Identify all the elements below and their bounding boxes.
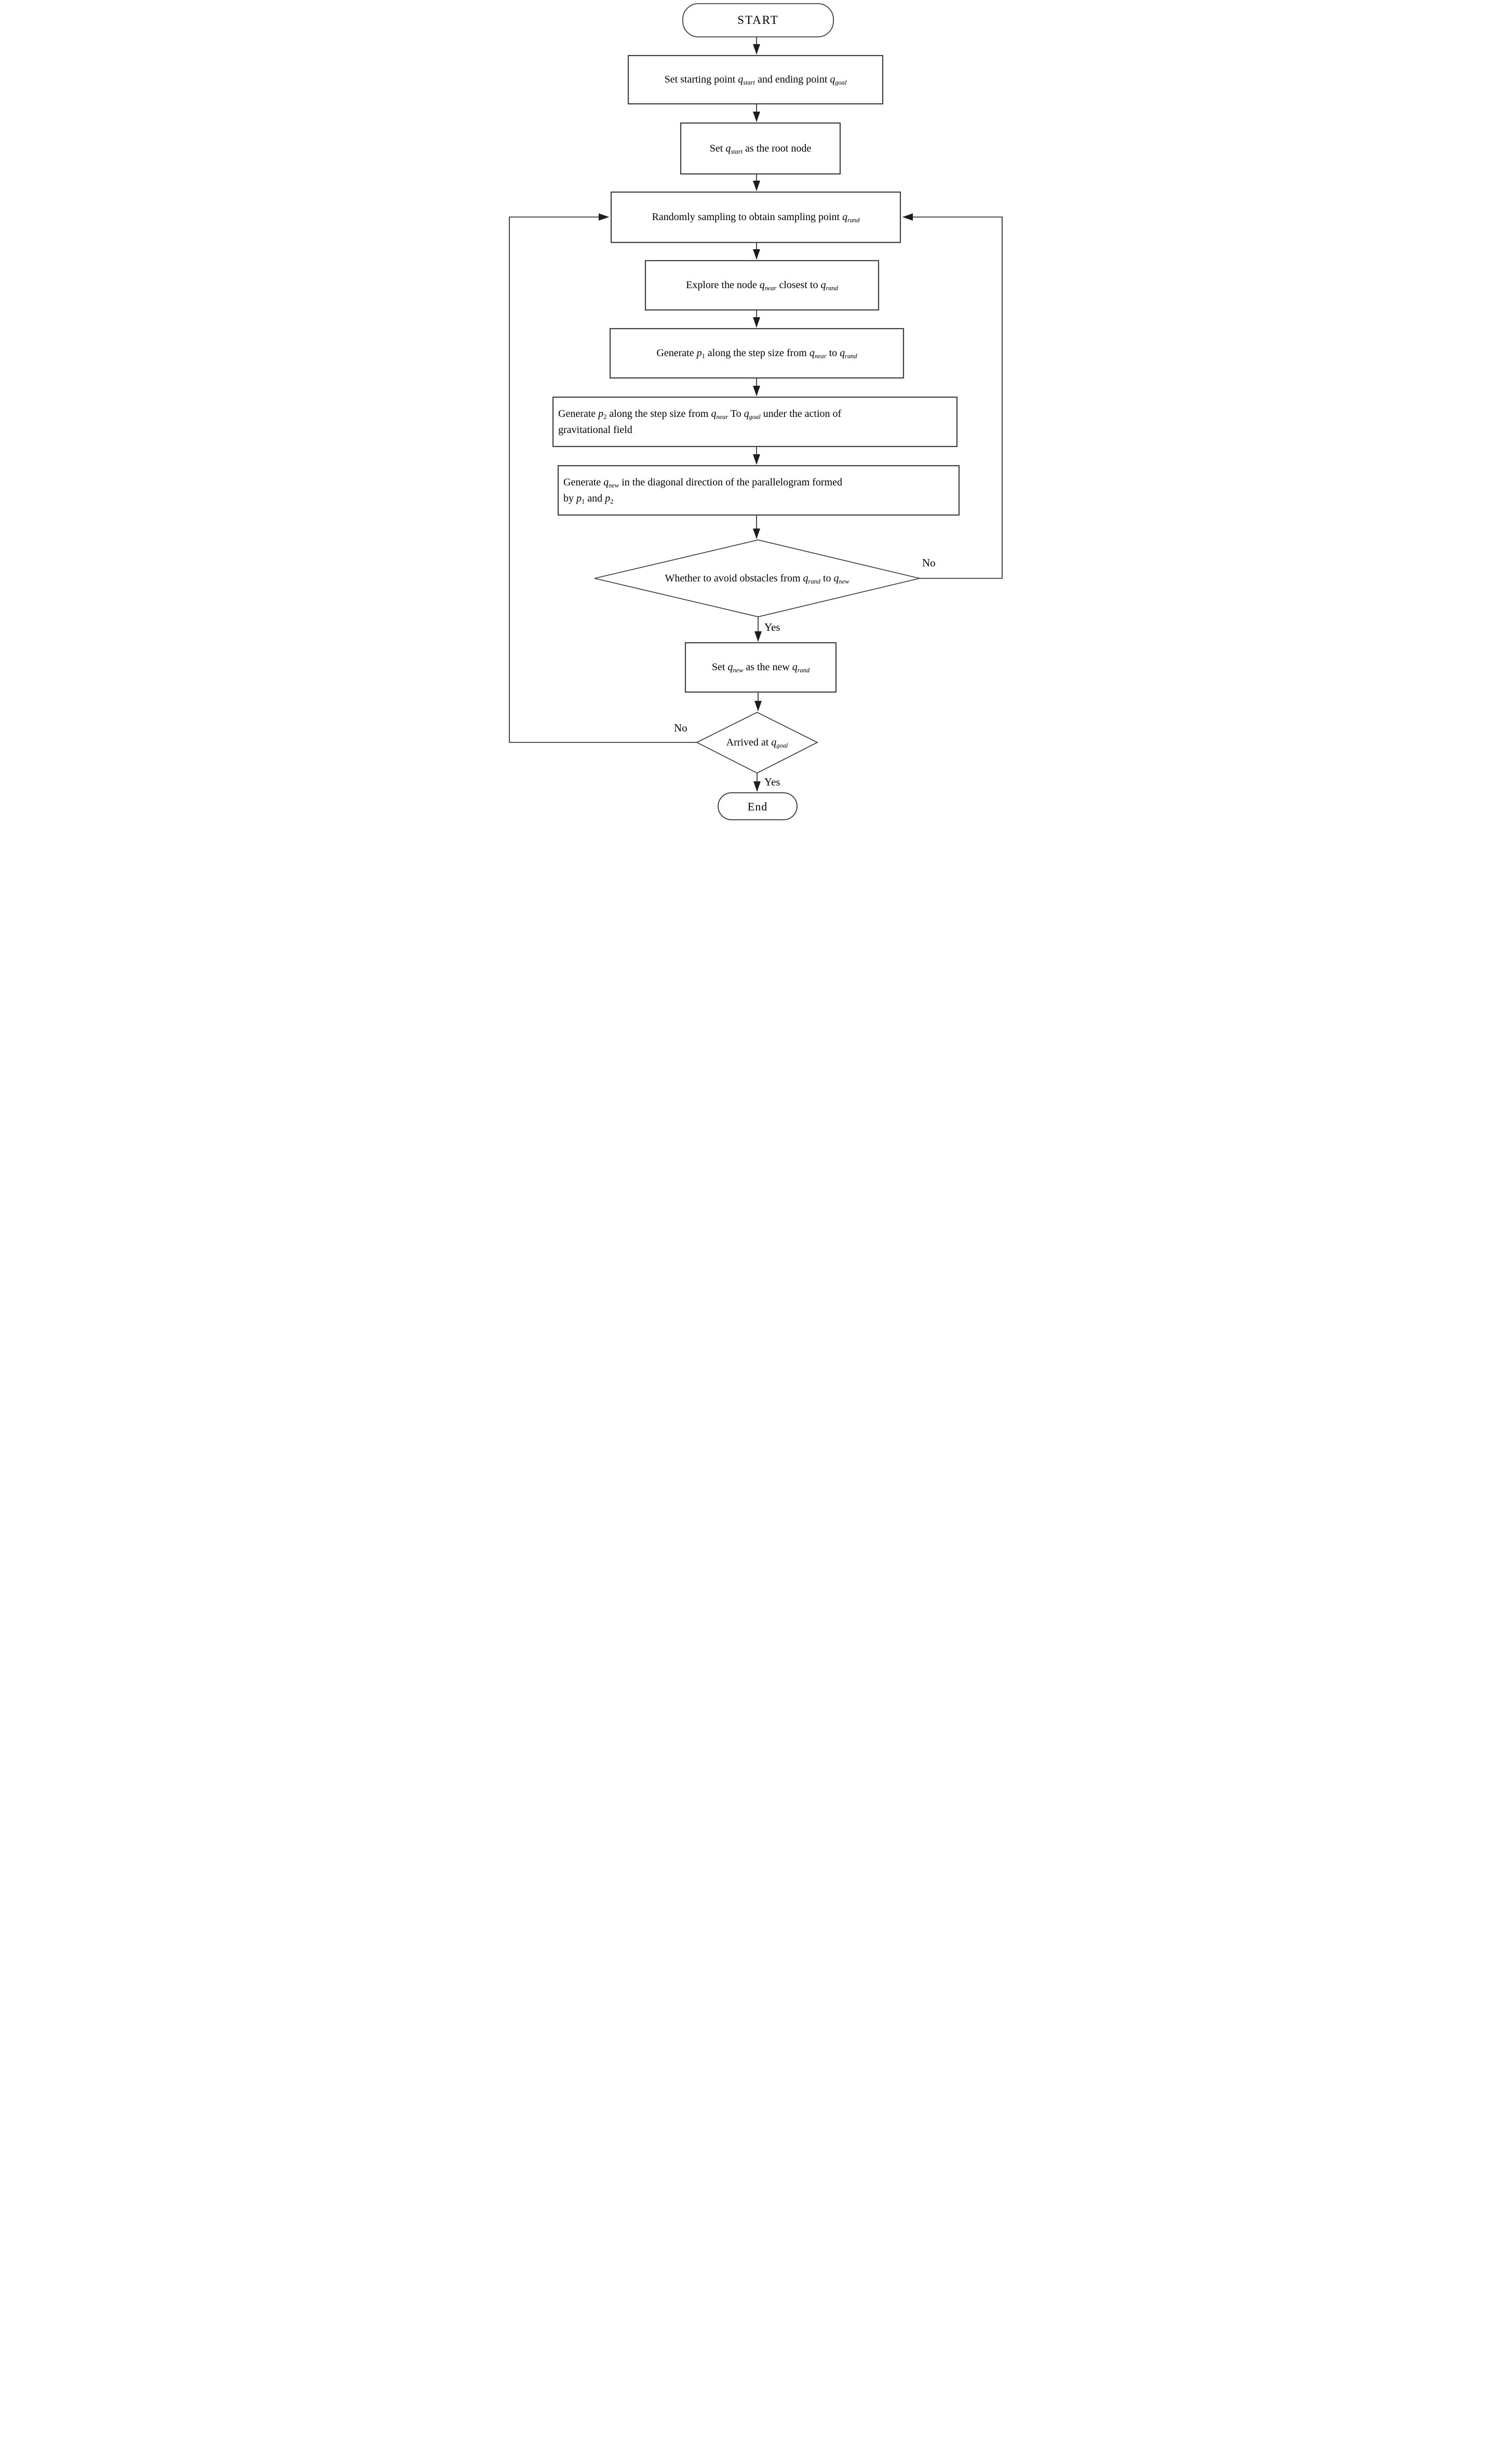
start-node-label: START — [737, 13, 779, 26]
process-label-generate-qnew: Generate $q_{new}$ in the diagonal direction of the parallelogram formed by $p_1$ and $p_2$ — [563, 476, 842, 505]
decision-label-avoid-obstacles: Whether to avoid obstacles from $q_{rand}$ to $q_{new}$ — [665, 572, 849, 585]
process-label-random-sampling: Randomly sampling to obtain sampling point $q_{rand}$ — [652, 211, 860, 224]
process-label-explore-node: Explore the node $q_{near}$ closest to $q_{rand}$ — [686, 279, 838, 292]
process-label-generate-p2: Generate $p_2$ along the step size from $q_{near}$ To $q_{goal}$ under the action of gravitational field — [558, 408, 842, 436]
end-node-label: End — [747, 800, 768, 813]
process-label-generate-p1: Generate $p_1$ along the step size from $q_{near}$ to $q_{rand}$ — [656, 347, 857, 360]
process-label-set-root: Set $q_{start}$ as the root node — [709, 142, 812, 155]
flowchart-canvas — [504, 0, 1007, 821]
process-label-set-points: Set starting point $q_{start}$ and ending point $q_{goal}$ — [664, 74, 847, 87]
decision-label-arrived: Arrived at $q_{goal}$ — [726, 737, 788, 750]
process-label-set-qnew: Set $q_{new}$ as the new $q_{rand}$ — [711, 661, 810, 674]
edge-label-avoid-obstacles-yes: Yes — [764, 621, 780, 633]
edge-label-avoid-obstacles-no: No — [922, 557, 936, 569]
edge-label-arrived-no: No — [674, 722, 687, 734]
edge-label-arrived-yes: Yes — [764, 776, 780, 788]
